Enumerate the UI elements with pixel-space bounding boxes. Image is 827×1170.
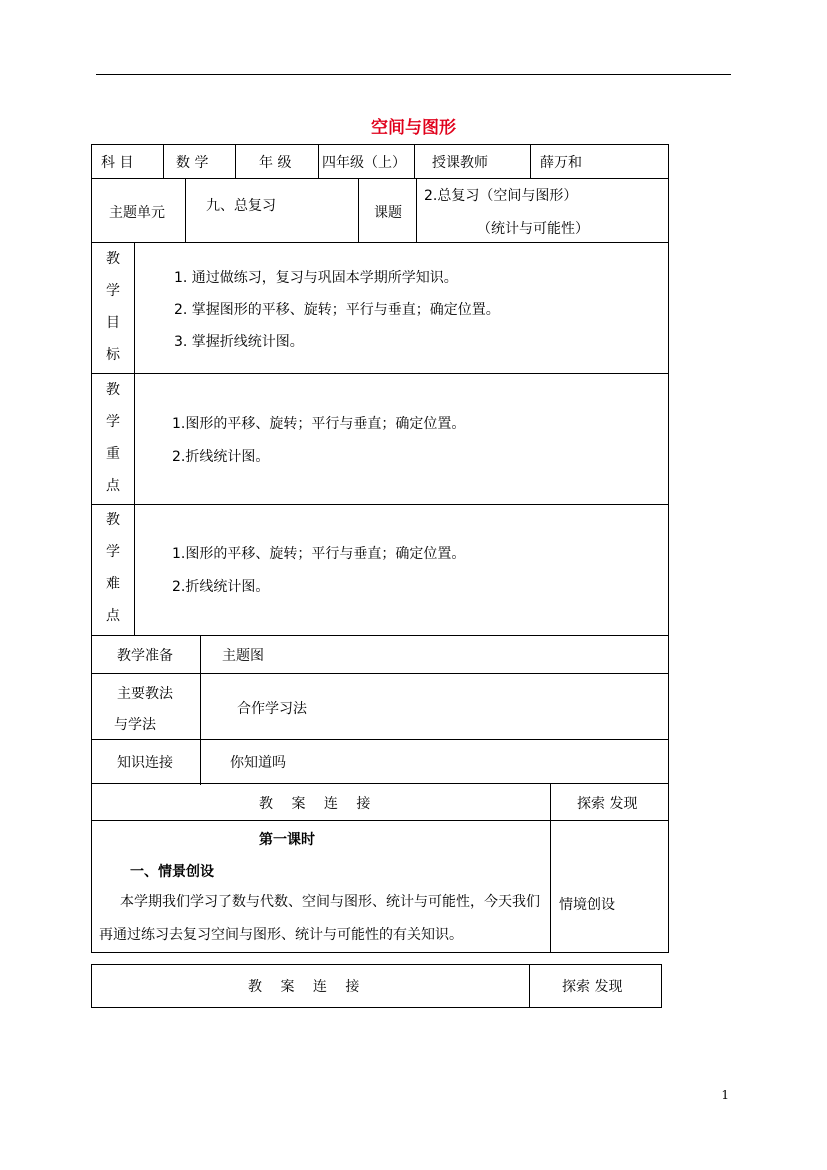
subject-value: 数 学	[176, 155, 209, 171]
difficulties-label: 教 学 难 点	[106, 512, 120, 624]
topic-line-2: （统计与可能性）	[477, 221, 589, 237]
page-title: 空间与图形	[371, 118, 456, 138]
page-number: 1	[721, 1088, 729, 1102]
plan-header-2-right: 探索 发现	[562, 979, 623, 995]
header-rule	[96, 74, 731, 75]
methods-value: 合作学习法	[237, 701, 307, 717]
difficulty-item: 1.图形的平移、旋转；平行与垂直；确定位置。	[172, 546, 466, 562]
topic-line-1: 2.总复习（空间与图形）	[424, 188, 578, 204]
objective-item: 3. 掌握折线统计图。	[174, 334, 304, 350]
plan-header-right: 探索 发现	[577, 796, 638, 812]
difficulty-item: 2.折线统计图。	[172, 579, 270, 595]
lesson-section: 一、情景创设	[130, 864, 214, 880]
objective-item: 2. 掌握图形的平移、旋转；平行与垂直；确定位置。	[174, 302, 500, 318]
key-point-item: 1.图形的平移、旋转；平行与垂直；确定位置。	[172, 416, 466, 432]
key-points-label: 教 学 重 点	[106, 382, 120, 494]
methods-label-line-1: 主要教法	[117, 686, 173, 702]
grade-label: 年 级	[259, 155, 292, 171]
lesson-heading: 第一课时	[259, 832, 315, 848]
unit-label: 主题单元	[109, 205, 165, 221]
objective-item: 1. 通过做练习，复习与巩固本学期所学知识。	[174, 270, 458, 286]
knowledge-value: 你知道吗	[230, 755, 286, 771]
topic-label: 课题	[374, 205, 402, 221]
unit-value: 九、总复习	[206, 198, 276, 214]
objectives-label: 教 学 目 标	[106, 251, 120, 363]
preparation-value: 主题图	[222, 648, 264, 664]
methods-label-line-2: 与学法	[114, 717, 156, 733]
preparation-label: 教学准备	[117, 648, 173, 664]
teacher-value: 薛万和	[540, 155, 582, 171]
key-point-item: 2.折线统计图。	[172, 449, 270, 465]
lesson-side-note: 情境创设	[559, 897, 615, 913]
teacher-label: 授课教师	[432, 155, 488, 171]
subject-label: 科 目	[101, 155, 134, 171]
lesson-paragraph: 本学期我们学习了数与代数、空间与图形、统计与可能性，今天我们再通过练习去复习空间与图形、统计与可能性的有关知识。	[99, 894, 540, 943]
plan-header-2-left: 教 案 连 接	[248, 979, 360, 995]
knowledge-label: 知识连接	[117, 755, 173, 771]
plan-header-left: 教 案 连 接	[259, 796, 371, 812]
grade-value: 四年级（上）	[322, 155, 406, 171]
